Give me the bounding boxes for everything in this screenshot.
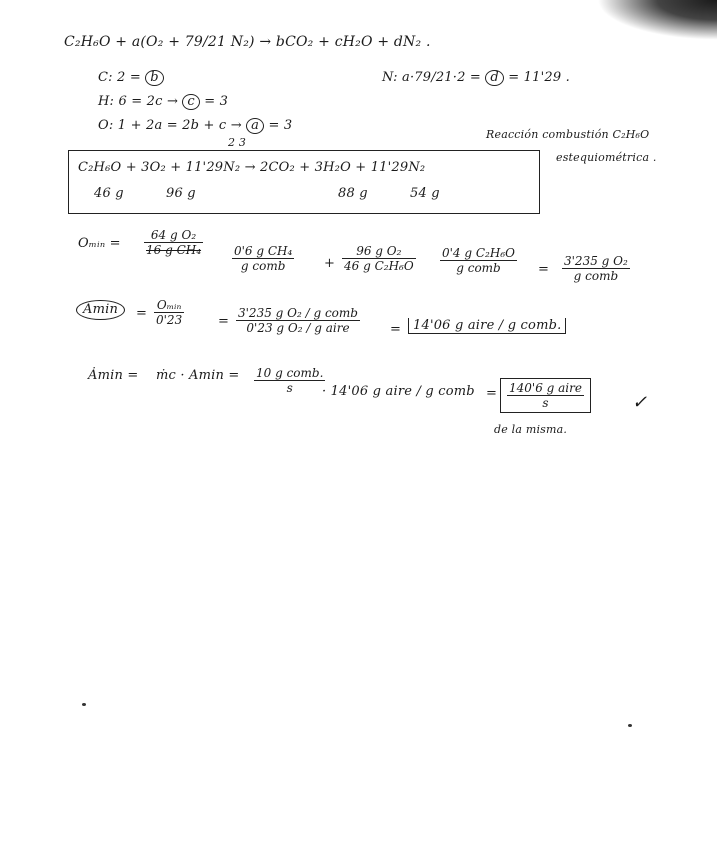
amin-f2-num: 3'235 g O₂ / g comb <box>238 306 358 320</box>
hydrogen-balance-text: H: 6 = 2c → <box>98 94 183 109</box>
amin-label: Amin <box>76 300 125 320</box>
amin-fraction-1 <box>154 298 184 327</box>
scan-corner-shadow <box>597 0 717 40</box>
omin-f4-num: 0'4 g C₂H₆O <box>442 246 515 260</box>
amin-equals-1: = <box>136 306 148 321</box>
hydrogen-variable: c <box>182 94 199 110</box>
carbon-balance-text: C: 2 = <box>98 70 146 85</box>
amin-dot-times: · 14'06 g aire / g comb <box>322 384 475 399</box>
hydrogen-value: = 3 <box>204 94 229 109</box>
oxygen-variable: a <box>246 118 264 134</box>
mass-co2: 88 g <box>338 186 368 201</box>
amin-fraction-2 <box>236 306 360 335</box>
carbon-variable: b <box>145 70 164 86</box>
amin-dot-expr: ṁc · Amin = <box>156 368 240 383</box>
omin-plus: + <box>324 256 336 271</box>
scan-speck <box>628 724 632 727</box>
omin-fraction-3 <box>342 244 416 273</box>
mass-h2o: 54 g <box>410 186 440 201</box>
amin-dot-label: Ȧmin = <box>88 368 139 383</box>
amin-f1-num: Oₘᵢₙ <box>154 298 184 313</box>
general-equation: C₂H₆O + a(O₂ + 79/21 N₂) → bCO₂ + cH₂O + dN₂ . <box>64 34 431 50</box>
omin-fraction-1 <box>144 228 203 257</box>
omin-f3-den: 46 g C₂H₆O <box>344 259 414 273</box>
amin-f1-den: 0'23 <box>156 313 183 327</box>
boxed-reaction: C₂H₆O + 3O₂ + 11'29N₂ → 2CO₂ + 3H₂O + 11'29N₂ <box>78 160 426 175</box>
omin-result <box>562 254 630 283</box>
amin-dot-result-num: 140'6 g aire <box>509 381 582 395</box>
nitrogen-balance <box>382 70 570 86</box>
oxygen-balance <box>98 118 292 134</box>
omin-f2-num: 0'6 g CH₄ <box>234 244 293 258</box>
amin-dot-num: 10 g comb. <box>256 366 324 380</box>
omin-equals: = <box>538 262 550 277</box>
omin-result-num: 3'235 g O₂ <box>564 254 628 268</box>
amin-equals-3: = <box>390 322 402 337</box>
hydrogen-balance <box>98 94 228 110</box>
amin-dot-result <box>500 378 591 413</box>
amin-result: 14'06 g aire / g comb. <box>408 318 566 334</box>
check-mark-icon: ✓ <box>632 392 648 413</box>
mass-o2: 96 g <box>166 186 196 201</box>
amin-equals-2: = <box>218 314 230 329</box>
nitrogen-value: = 11'29 . <box>508 70 570 85</box>
omin-fraction-4 <box>440 246 517 275</box>
omin-f4-den: g comb <box>456 261 501 275</box>
omin-result-den: g comb <box>573 269 619 283</box>
carbon-balance <box>98 70 164 86</box>
scan-speck <box>82 703 86 706</box>
omin-label: Oₘᵢₙ = <box>78 236 121 251</box>
omin-f3-num: 96 g O₂ <box>342 244 416 259</box>
omin-f1-num: 64 g O₂ <box>144 228 203 243</box>
omin-fraction-2 <box>232 244 294 273</box>
closing-note: de la misma. <box>494 423 568 436</box>
amin-dot-result-den: s <box>542 396 549 410</box>
side-note-line1: Reacción combustión C₂H₆O <box>486 128 650 141</box>
mass-c2h6o: 46 g <box>94 186 124 201</box>
nitrogen-balance-text: N: a·79/21·2 = <box>382 70 486 85</box>
omin-f1-den: 16 g CH₄ <box>146 243 202 257</box>
oxygen-balance-text: O: 1 + 2a = 2b + c → <box>98 118 247 133</box>
amin-label-wrap <box>76 300 125 320</box>
amin-f2-den: 0'23 g O₂ / g aire <box>246 321 350 335</box>
amin-dot-den: s <box>286 381 293 395</box>
oxygen-substitution: 2 3 <box>228 136 247 149</box>
amin-dot-equals: = <box>486 386 498 401</box>
oxygen-value: = 3 <box>268 118 293 133</box>
omin-f2-den: g comb <box>240 259 286 273</box>
side-note-line2: estequiométrica . <box>556 151 657 164</box>
nitrogen-variable: d <box>485 70 504 86</box>
amin-dot-fraction <box>254 366 325 395</box>
